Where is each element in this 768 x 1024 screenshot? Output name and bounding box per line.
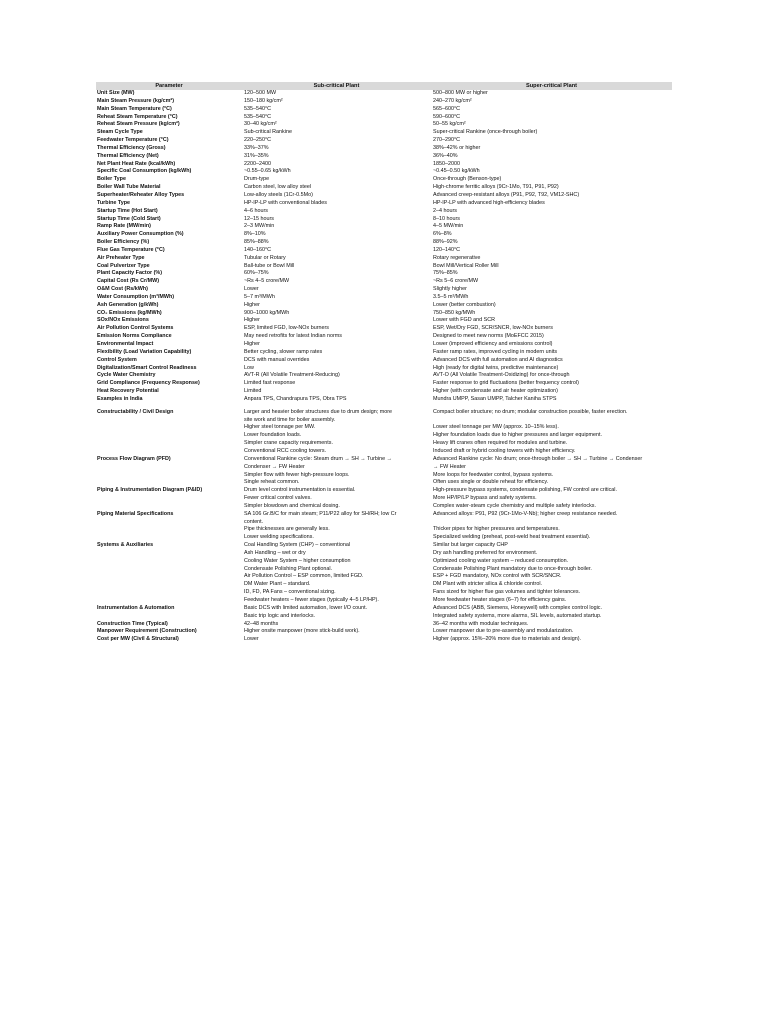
table-row xyxy=(96,464,672,472)
row-supercritical-value: Dry ash handling preferred for environment. xyxy=(433,549,538,556)
table-row xyxy=(96,396,672,404)
row-supercritical-value: Heavy lift cranes often required for modules and turbine. xyxy=(433,440,568,447)
row-supercritical-value: Higher (approx. 15%–20% more due to materials and design). xyxy=(433,636,582,643)
row-subcritical-value: Single reheat common. xyxy=(244,479,300,486)
row-subcritical-value: Higher xyxy=(244,317,260,324)
row-parameter xyxy=(96,503,242,511)
row-parameter: Unit Size (MW) xyxy=(97,90,135,96)
row-supercritical-value: 120–140°C xyxy=(433,246,461,253)
table-row xyxy=(96,145,672,153)
table-row xyxy=(96,597,672,605)
row-parameter: Environmental Impact xyxy=(97,341,154,347)
table-row xyxy=(96,621,672,629)
row-supercritical-value: Faster ramp rates, improved cycling in modern units xyxy=(433,348,558,355)
table-row xyxy=(96,216,672,224)
table-row xyxy=(96,129,672,137)
row-parameter: Steam Cycle Type xyxy=(97,129,143,136)
row-parameter: CO₂ Emissions (kg/MWh) xyxy=(97,309,162,316)
row-supercritical-value: More feedwater heater stages (6–7) for efficiency gains. xyxy=(433,597,567,603)
row-parameter: Boiler Type xyxy=(97,176,126,183)
table-row xyxy=(96,98,672,106)
row-parameter: Reheat Steam Pressure (kg/cm²) xyxy=(97,121,180,128)
table-row xyxy=(96,106,672,114)
table-row xyxy=(96,161,672,169)
row-subcritical-value: Pipe thicknesses are generally less. xyxy=(244,526,330,533)
table-row xyxy=(96,270,672,278)
row-parameter: Grid Compliance (Frequency Response) xyxy=(97,380,200,387)
row-parameter xyxy=(96,424,242,432)
row-subcritical-value: 900–1000 kg/MWh xyxy=(244,309,290,316)
row-supercritical-value: ~0.45–0.50 kg/kWh xyxy=(433,168,480,175)
row-supercritical-value: 2–4 hours xyxy=(433,207,457,214)
row-supercritical-value: Lower with FGD and SCR xyxy=(433,317,496,324)
row-subcritical-value: content. xyxy=(244,518,264,525)
row-subcritical-value: ID, FD, PA Fans – conventional sizing. xyxy=(244,589,336,596)
row-subcritical-value: Better cycling, slower ramp rates xyxy=(244,348,323,355)
row-parameter xyxy=(96,597,242,605)
table-row xyxy=(96,137,672,145)
table-row xyxy=(96,550,672,558)
row-parameter xyxy=(96,589,242,597)
table-row xyxy=(96,636,672,644)
row-parameter: Ramp Rate (MW/min) xyxy=(97,223,151,230)
row-subcritical-value: ESP, limited FGD, low-NOx burners xyxy=(244,325,329,332)
row-supercritical-value: ~Rs 5–6 crore/MW xyxy=(433,278,479,285)
row-subcritical-value: 4–6 hours xyxy=(244,207,268,214)
row-supercritical-value: Lower (improved efficiency and emissions control) xyxy=(433,341,553,347)
table-row xyxy=(96,200,672,208)
row-supercritical-value: ESP + FGD mandatory, NOx control with SCR/SNCR. xyxy=(433,573,562,580)
table-row xyxy=(96,472,672,480)
row-supercritical-value: Once-through (Benson-type) xyxy=(433,176,502,183)
row-supercritical-value: 590–600°C xyxy=(433,113,461,120)
row-parameter: Constructability / Civil Design xyxy=(97,408,174,415)
table-row xyxy=(96,223,672,231)
row-subcritical-value: Higher steel tonnage per MW. xyxy=(244,424,316,431)
table-row xyxy=(96,263,672,271)
table-row xyxy=(96,519,672,527)
comparison-sheet xyxy=(96,82,672,644)
table-row xyxy=(96,479,672,487)
row-parameter: Specific Coal Consumption (kg/kWh) xyxy=(97,168,192,175)
row-supercritical-value: Lower (better combustion) xyxy=(433,301,496,308)
row-parameter: SOx/NOx Emissions xyxy=(97,317,149,324)
row-subcritical-value: Fewer critical control valves. xyxy=(244,495,312,502)
table-row xyxy=(96,333,672,341)
table-row xyxy=(96,184,672,192)
row-parameter xyxy=(96,566,242,574)
row-parameter: Emission Norms Compliance xyxy=(97,333,172,340)
row-parameter: Process Flow Diagram (PFD) xyxy=(97,455,171,462)
table-row xyxy=(96,432,672,440)
row-supercritical-value: 36%–40% xyxy=(433,152,458,159)
table-row xyxy=(96,456,672,464)
row-supercritical-value: Faster response to grid fluctuations (better frequency control) xyxy=(433,380,579,387)
table-row xyxy=(96,255,672,263)
row-parameter: Feedwater Temperature (°C) xyxy=(97,137,169,144)
table-row xyxy=(96,417,672,425)
table-row xyxy=(96,566,672,574)
row-parameter: Piping Material Specifications xyxy=(97,510,174,517)
row-parameter: Instrumentation & Automation xyxy=(97,604,175,611)
table-row xyxy=(96,388,672,396)
row-subcritical-value: Drum-type xyxy=(244,176,270,183)
row-subcritical-value: 2200–2400 xyxy=(244,160,271,167)
row-supercritical-value: Advanced DCS (ABB, Siemens, Honeywell) with complex control logic. xyxy=(433,604,602,611)
table-row xyxy=(96,605,672,613)
row-subcritical-value: Conventional RCC cooling towers. xyxy=(244,447,327,454)
row-parameter: Plant Capacity Factor (%) xyxy=(97,270,163,277)
row-parameter: Superheater/Reheater Alloy Types xyxy=(97,191,185,198)
row-parameter xyxy=(96,432,242,440)
row-supercritical-value: 38%–42% or higher xyxy=(433,144,481,151)
table-row xyxy=(96,90,672,98)
row-parameter: Cycle Water Chemistry xyxy=(97,372,156,379)
row-supercritical-value: High-chrome ferritic alloys (9Cr-1Mo, T91, P91, P92) xyxy=(433,184,559,191)
row-supercritical-value: Specialized welding (preheat, post-weld heat treatment essential). xyxy=(433,534,591,541)
table-row xyxy=(96,231,672,239)
row-supercritical-value: Complex water-steam cycle chemistry and multiple safety interlocks. xyxy=(433,502,596,509)
row-supercritical-value: Similar but larger capacity CHP xyxy=(433,542,508,549)
row-supercritical-value: Fans sized for higher flue gas volumes and tighter tolerances. xyxy=(433,589,581,596)
row-supercritical-value: More loops for feedwater control, bypass systems. xyxy=(433,471,554,478)
row-parameter: Cost per MW (Civil & Structural) xyxy=(97,636,179,643)
row-parameter: Thermal Efficiency (Net) xyxy=(97,152,159,159)
row-subcritical-value: Drum level control instrumentation is essential. xyxy=(244,487,356,494)
row-subcritical-value: Lower welding specifications. xyxy=(244,534,314,541)
row-parameter: Coal Pulverizer Type xyxy=(97,262,150,269)
row-parameter: Air Pollution Control Systems xyxy=(97,325,174,332)
table-row xyxy=(96,239,672,247)
table-row xyxy=(96,409,672,417)
table-row xyxy=(96,310,672,318)
header-parameter: Parameter xyxy=(96,82,242,90)
row-subcritical-value: Condensate Polishing Plant optional. xyxy=(244,565,333,572)
row-subcritical-value: Lower xyxy=(244,286,259,293)
row-subcritical-value: Lower xyxy=(244,636,259,643)
row-supercritical-value: Mundra UMPP, Sasan UMPP, Talcher Kaniha STPS xyxy=(433,395,557,402)
row-parameter: Manpower Requirement (Construction) xyxy=(97,628,197,635)
row-parameter: Boiler Efficiency (%) xyxy=(97,239,150,246)
row-parameter: Reheat Steam Temperature (°C) xyxy=(97,113,178,120)
table-row xyxy=(96,349,672,357)
row-supercritical-value: 270–290°C xyxy=(433,137,461,144)
row-subcritical-value: Higher xyxy=(244,341,260,347)
row-parameter xyxy=(96,573,242,581)
row-subcritical-value: Lower foundation loads. xyxy=(244,432,302,439)
row-supercritical-value: Advanced Rankine cycle: No drum; once-through boiler → SH → Turbine → Condenser xyxy=(433,455,643,462)
row-supercritical-value: High (ready for digital twins, predictive maintenance) xyxy=(433,364,559,371)
row-subcritical-value: DM Water Plant – standard. xyxy=(244,581,311,588)
table-row xyxy=(96,495,672,503)
row-subcritical-value: Ball-tube or Bowl Mill xyxy=(244,262,295,269)
row-parameter xyxy=(96,479,242,487)
row-parameter xyxy=(96,550,242,558)
row-subcritical-value: site work and time for boiler assembly. xyxy=(244,416,336,423)
row-subcritical-value: Low-alloy steels (1Cr-0.5Mo) xyxy=(244,191,313,198)
table-row xyxy=(96,511,672,519)
row-subcritical-value: 8%–10% xyxy=(244,231,266,238)
table-row xyxy=(96,302,672,310)
row-subcritical-value: HP-IP-LP with conventional blades xyxy=(244,199,327,206)
row-subcritical-value: ~0.55–0.65 kg/kWh xyxy=(244,168,291,175)
row-parameter xyxy=(96,464,242,472)
row-supercritical-value: ESP, Wet/Dry FGD, SCR/SNCR, low-NOx burners xyxy=(433,325,553,332)
row-supercritical-value: Advanced creep-resistant alloys (P91, P92, T92, VM12-SHC) xyxy=(433,191,580,198)
table-row xyxy=(96,448,672,456)
table-row xyxy=(96,192,672,200)
row-subcritical-value: 12–15 hours xyxy=(244,215,274,222)
row-subcritical-value: 140–160°C xyxy=(244,246,272,253)
row-subcritical-value: Tubular or Rotary xyxy=(244,254,286,261)
row-parameter: Examples in India xyxy=(97,395,143,402)
row-supercritical-value: More HP/IP/LP bypass and safety systems. xyxy=(433,495,537,502)
row-parameter: Systems & Auxiliaries xyxy=(97,542,154,549)
table-row xyxy=(96,589,672,597)
row-supercritical-value: DM Plant with stricter silica & chloride control. xyxy=(433,581,543,588)
row-supercritical-value: Optimized cooling water system – reduced consumption. xyxy=(433,557,569,564)
row-supercritical-value: → FW Heater xyxy=(433,463,466,470)
row-parameter: Flexibility (Load Variation Capability) xyxy=(97,348,192,355)
table-row xyxy=(96,380,672,388)
row-subcritical-value: 31%–35% xyxy=(244,152,269,159)
row-subcritical-value: 60%–75% xyxy=(244,270,269,277)
table-row xyxy=(96,168,672,176)
row-parameter: Digitalization/Smart Control Readiness xyxy=(97,364,197,371)
row-parameter: Flue Gas Temperature (°C) xyxy=(97,246,165,253)
table-row xyxy=(96,294,672,302)
row-subcritical-value: Simpler crane capacity requirements. xyxy=(244,440,333,447)
row-subcritical-value: 2–3 MW/min xyxy=(244,223,275,230)
row-supercritical-value xyxy=(431,519,672,527)
table-row xyxy=(96,286,672,294)
table-row xyxy=(96,114,672,122)
row-subcritical-value: 5–7 m³/MWh xyxy=(244,293,275,300)
row-supercritical-value: 75%–85% xyxy=(433,270,458,277)
row-supercritical-value: 565–600°C xyxy=(433,105,461,112)
row-subcritical-value: Cooling Water System – higher consumption xyxy=(244,557,351,564)
row-subcritical-value: Larger and heavier boiler structures due to drum design; more xyxy=(244,408,393,415)
row-supercritical-value: Higher foundation loads due to higher pressures and larger equipment. xyxy=(433,432,603,439)
row-supercritical-value: 36–42 months with modular techniques. xyxy=(433,620,529,627)
row-subcritical-value: Conventional Rankine cycle: Steam drum → SH → Turbine → xyxy=(244,455,393,462)
row-supercritical-value: Rotary regenerative xyxy=(433,254,481,261)
row-subcritical-value: ~Rs 4–5 crore/MW xyxy=(244,278,290,285)
row-supercritical-value: Designed to meet new norms (MoEFCC 2015) xyxy=(433,333,544,340)
row-supercritical-value: Advanced DCS with full automation and AI diagnostics xyxy=(433,356,563,363)
table-row xyxy=(96,278,672,286)
table-row xyxy=(96,526,672,534)
row-subcritical-value: DCS with manual overrides xyxy=(244,356,310,363)
row-subcritical-value: 535–540°C xyxy=(244,113,272,120)
row-supercritical-value: HP-IP-LP with advanced high-efficiency blades xyxy=(433,199,545,206)
row-parameter xyxy=(96,534,242,542)
row-supercritical-value: 50–55 kg/cm² xyxy=(433,121,466,128)
row-subcritical-value: Basic DCS with limited automation, lower I/O count. xyxy=(244,604,368,611)
row-subcritical-value: Air Pollution Control – ESP common, limited FGD. xyxy=(244,573,364,580)
table-row xyxy=(96,176,672,184)
row-subcritical-value: 120–500 MW xyxy=(244,90,277,96)
row-parameter: Construction Time (Typical) xyxy=(97,620,168,627)
row-supercritical-value: Compact boiler structure; no drum; modular construction possible, faster erection. xyxy=(433,408,628,415)
table-row xyxy=(96,558,672,566)
table-row xyxy=(96,424,672,432)
table-row xyxy=(96,365,672,373)
table-row xyxy=(96,581,672,589)
row-subcritical-value: 42–48 months xyxy=(244,620,279,627)
table-row xyxy=(96,317,672,325)
row-parameter: O&M Cost (Rs/kWh) xyxy=(97,286,148,293)
row-parameter: Turbine Type xyxy=(97,199,131,206)
table-row xyxy=(96,341,672,349)
row-parameter xyxy=(96,448,242,456)
row-subcritical-value: Basic trip logic and interlocks. xyxy=(244,612,316,619)
table-row xyxy=(96,372,672,380)
row-supercritical-value: Thicker pipes for higher pressures and temperatures. xyxy=(433,526,560,533)
table-row xyxy=(96,357,672,365)
row-parameter: Ash Generation (g/kWh) xyxy=(97,301,159,308)
header-subcritical: Sub-critical Plant xyxy=(242,82,431,90)
row-supercritical-value: 88%–92% xyxy=(433,239,458,246)
row-subcritical-value: Anpara TPS, Chandrapura TPS, Obra TPS xyxy=(244,395,347,402)
row-supercritical-value: 4–5 MW/min xyxy=(433,223,464,230)
row-subcritical-value: Limited fast response xyxy=(244,380,296,387)
table-row xyxy=(96,121,672,129)
row-supercritical-value: Induced draft or hybrid cooling towers with higher efficiency. xyxy=(433,447,576,454)
row-subcritical-value: AVT-R (All Volatile Treatment-Reducing) xyxy=(244,372,340,379)
row-parameter: Water Consumption (m³/MWh) xyxy=(97,293,175,300)
table-row xyxy=(96,628,672,636)
row-parameter: Main Steam Temperature (°C) xyxy=(97,105,172,112)
row-parameter: Startup Time (Cold Start) xyxy=(97,215,161,222)
table-row xyxy=(96,247,672,255)
row-supercritical-value: 750–850 kg/MWh xyxy=(433,309,476,316)
row-subcritical-value: Higher xyxy=(244,301,260,308)
row-parameter: Net Plant Heat Rate (kcal/kWh) xyxy=(97,160,176,167)
row-parameter: Main Steam Pressure (kg/cm²) xyxy=(97,97,174,104)
row-subcritical-value: 30–40 kg/cm² xyxy=(244,121,277,128)
row-subcritical-value: Higher onsite manpower (more stick-build work). xyxy=(244,628,360,635)
row-supercritical-value: Slightly higher xyxy=(433,286,467,293)
row-subcritical-value: Carbon steel, low alloy steel xyxy=(244,184,312,191)
row-subcritical-value: 220–250°C xyxy=(244,137,272,144)
table-row xyxy=(96,440,672,448)
row-parameter: Control System xyxy=(97,356,137,363)
row-subcritical-value: May need retrofits for latest Indian norms xyxy=(244,333,342,340)
row-supercritical-value: Condensate Polishing Plant mandatory due to once-through boiler. xyxy=(433,565,592,572)
row-subcritical-value: 85%–88% xyxy=(244,239,269,246)
row-supercritical-value: 3.5–5 m³/MWh xyxy=(433,293,469,300)
row-parameter: Heat Recovery Potential xyxy=(97,388,159,395)
row-supercritical-value: 240–270 kg/cm² xyxy=(433,97,472,104)
row-supercritical-value: Bowl Mill/Vertical Roller Mill xyxy=(433,262,499,269)
row-supercritical-value xyxy=(431,417,672,425)
row-parameter xyxy=(96,558,242,566)
row-subcritical-value: 150–180 kg/cm² xyxy=(244,97,283,104)
row-subcritical-value: Simpler flow with fewer high-pressure loops. xyxy=(244,471,350,478)
row-supercritical-value: 1850–2000 xyxy=(433,160,460,167)
row-subcritical-value: Coal Handling System (CHP) – conventional xyxy=(244,542,351,549)
row-parameter xyxy=(96,581,242,589)
row-supercritical-value: 6%–8% xyxy=(433,231,452,238)
row-supercritical-value: Integrated safety systems, more alarms, SIL levels, automated startup. xyxy=(433,612,602,619)
row-parameter: Capital Cost (Rs Cr/MW) xyxy=(97,278,159,285)
table-row xyxy=(96,487,672,495)
table-row xyxy=(96,153,672,161)
row-parameter: Piping & Instrumentation Diagram (P&ID) xyxy=(97,487,203,494)
row-parameter xyxy=(96,519,242,527)
row-subcritical-value: Sub-critical Rankine xyxy=(244,129,292,136)
row-supercritical-value: Advanced alloys: P91, P92 (9Cr-1Mo-V-Nb); higher creep resistance needed. xyxy=(433,510,618,517)
table-row xyxy=(96,573,672,581)
row-supercritical-value: AVT-O (All Volatile Treatment-Oxidizing) for once-through xyxy=(433,372,570,379)
row-supercritical-value: High-pressure bypass systems, condensate polishing, FW control are critical. xyxy=(433,487,617,494)
row-subcritical-value: SA 106 Gr.B/C for main steam; P11/P22 alloy for SH/RH; low Cr xyxy=(244,510,397,517)
table-body xyxy=(96,90,672,644)
header-supercritical: Super-critical Plant xyxy=(431,82,672,90)
row-subcritical-value: 33%–37% xyxy=(244,144,269,151)
row-supercritical-value: Often uses single or double reheat for efficiency. xyxy=(433,479,549,486)
row-subcritical-value: Condenser → FW Heater xyxy=(244,463,305,470)
row-parameter xyxy=(96,440,242,448)
row-subcritical-value: Limited xyxy=(244,388,262,395)
table-row xyxy=(96,208,672,216)
row-supercritical-value: 500–800 MW or higher xyxy=(433,90,488,96)
comparison-table xyxy=(96,82,672,644)
table-row xyxy=(96,325,672,333)
table-row xyxy=(96,503,672,511)
row-supercritical-value: Lower steel tonnage per MW (approx. 10–15% less). xyxy=(433,424,559,431)
row-parameter: Auxiliary Power Consumption (%) xyxy=(97,231,184,238)
row-subcritical-value: Feedwater heaters – fewer stages (typically 4–5 LP/HP). xyxy=(244,597,379,603)
row-parameter xyxy=(96,526,242,534)
row-parameter: Thermal Efficiency (Gross) xyxy=(97,144,166,151)
row-parameter xyxy=(96,417,242,425)
row-subcritical-value: Simpler blowdown and chemical dosing. xyxy=(244,502,340,509)
row-parameter xyxy=(96,495,242,503)
row-supercritical-value: Super-critical Rankine (once-through boiler) xyxy=(433,129,538,136)
row-parameter xyxy=(96,613,242,621)
row-supercritical-value: 8–10 hours xyxy=(433,215,460,222)
row-parameter: Boiler Wall Tube Material xyxy=(97,184,161,191)
table-row xyxy=(96,542,672,550)
row-parameter xyxy=(96,472,242,480)
row-supercritical-value: Lower manpower due to pre-assembly and modularization. xyxy=(433,628,574,635)
row-supercritical-value: Higher (with condensate and air heater optimization) xyxy=(433,388,558,395)
table-row xyxy=(96,534,672,542)
row-subcritical-value: Low xyxy=(244,364,254,371)
row-subcritical-value: 535–540°C xyxy=(244,105,272,112)
row-parameter: Air Preheater Type xyxy=(97,254,145,261)
table-row xyxy=(96,613,672,621)
row-subcritical-value: Ash Handling – wet or dry xyxy=(244,549,306,556)
row-parameter: Startup Time (Hot Start) xyxy=(97,207,158,214)
table-header-row xyxy=(96,82,672,90)
